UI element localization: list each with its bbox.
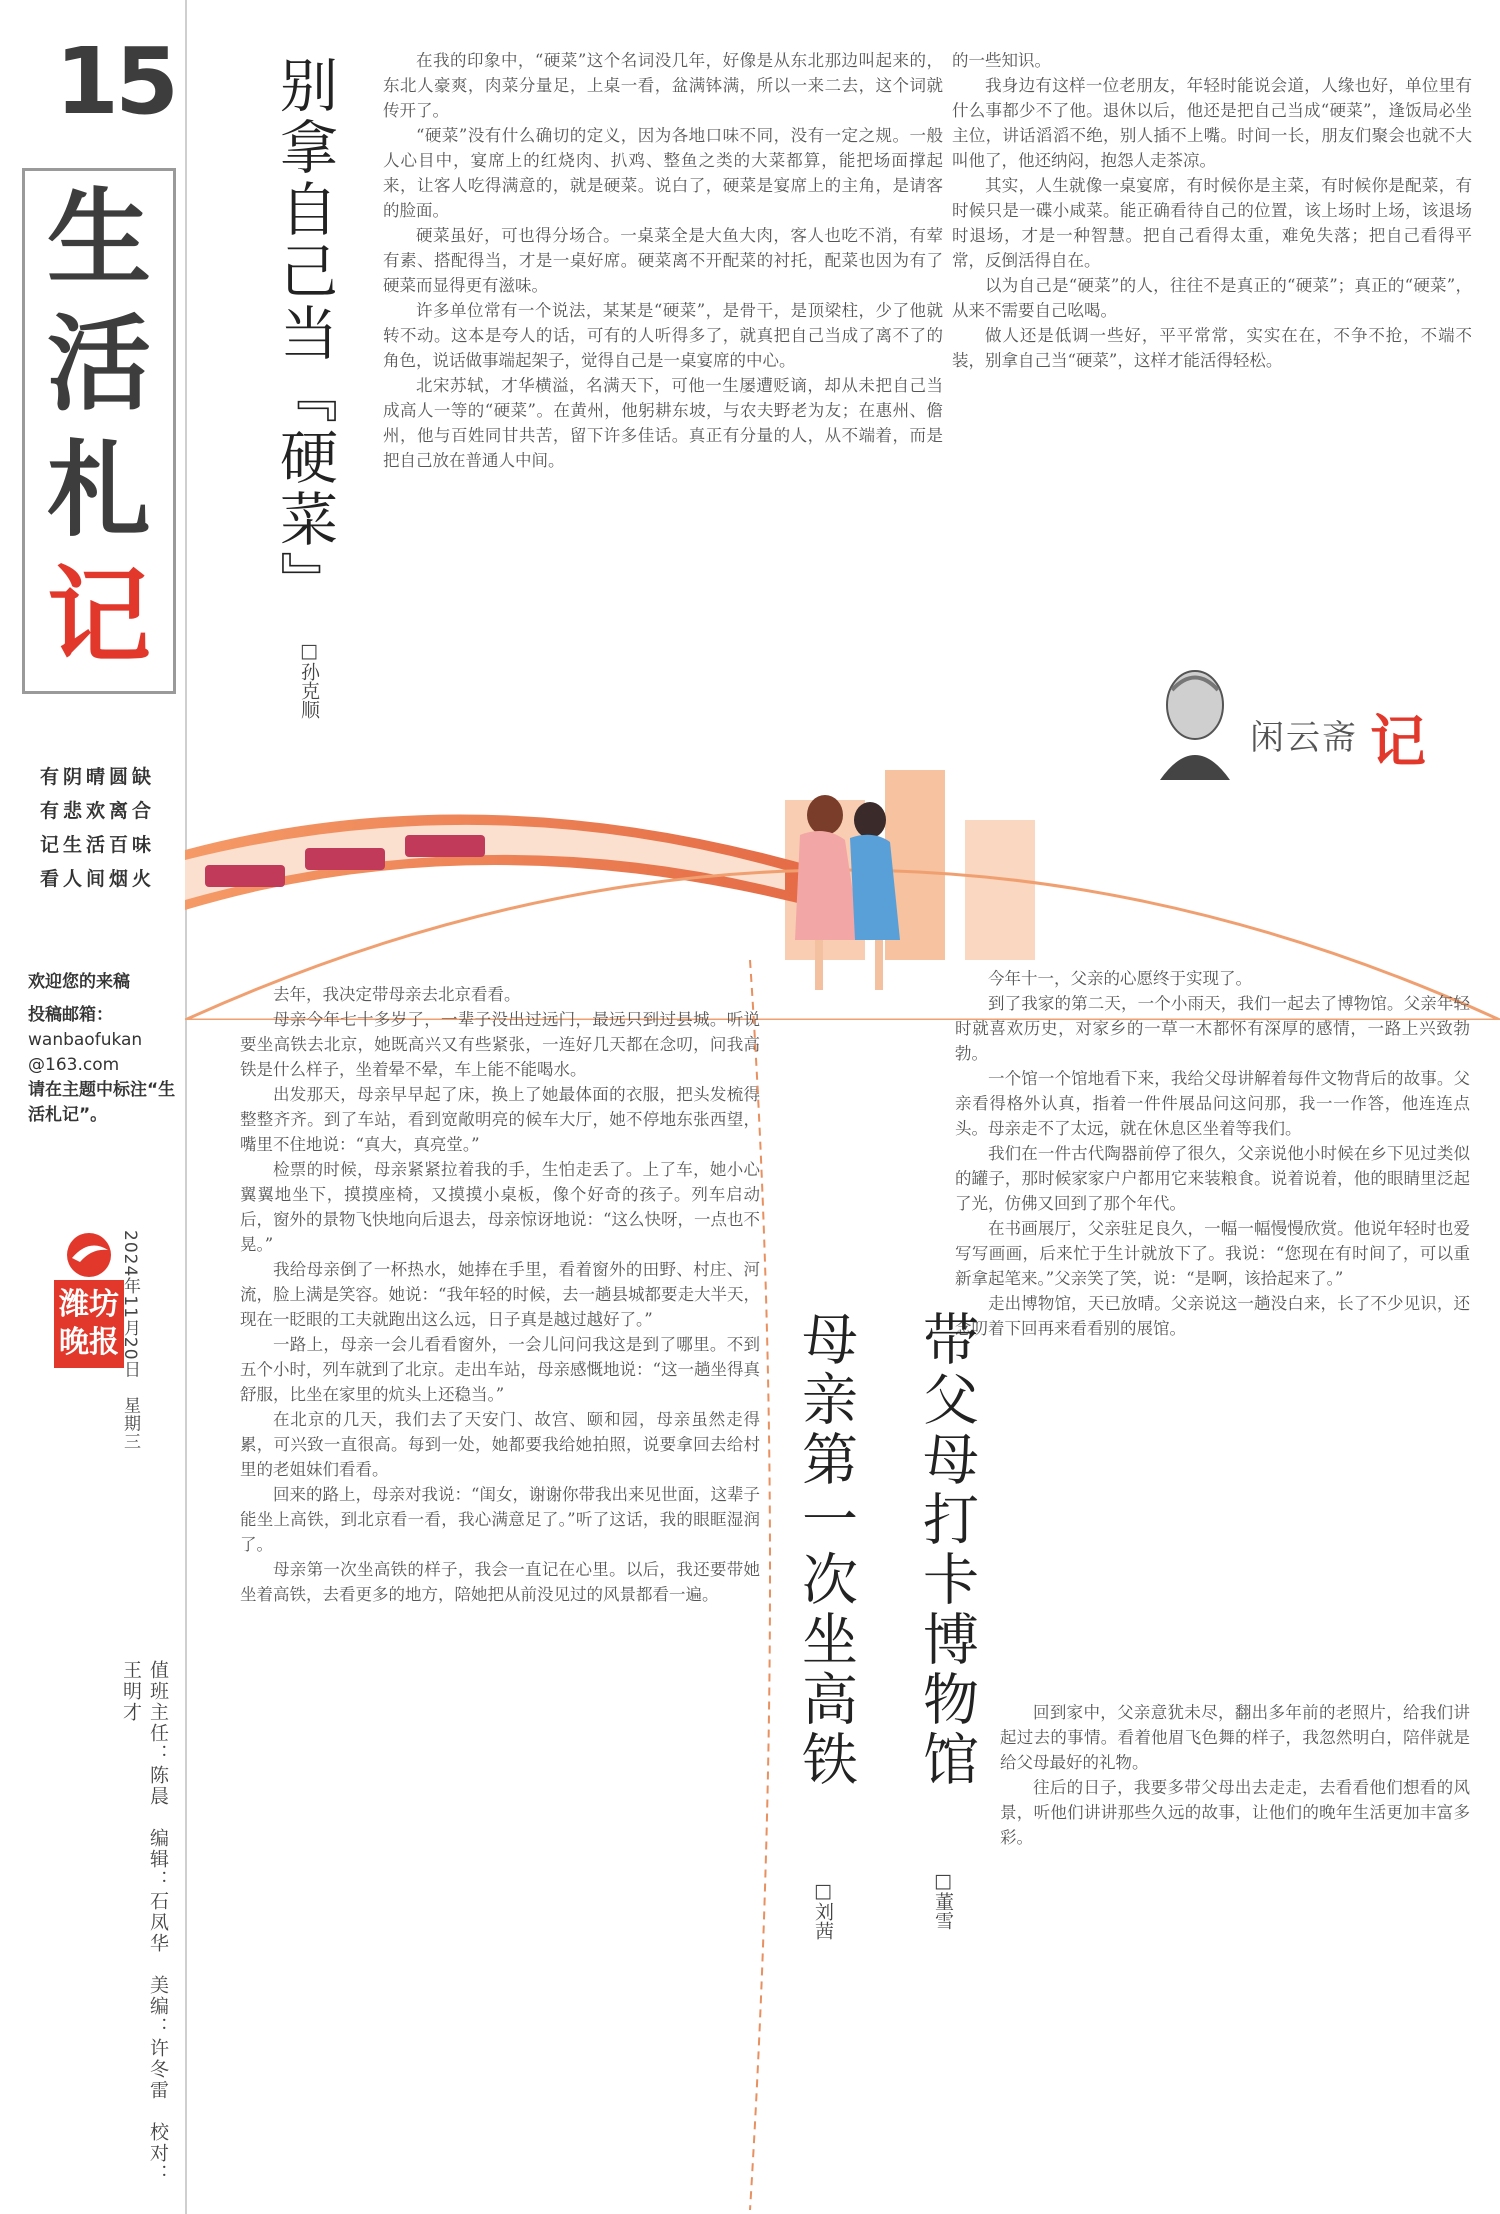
column-name-char: 札 [46, 429, 151, 551]
paragraph: 以为自己是“硬菜”的人，往往不是真正的“硬菜”；真正的“硬菜”，从来不需要自己吆喝。 [952, 276, 1472, 320]
brand-name-line: 晚报 [59, 1325, 119, 1360]
paragraph: 去年，我决定带母亲去北京看看。 [273, 985, 521, 1004]
article-title: 母亲第一次坐高铁 [793, 1310, 858, 1790]
train-window-shape [205, 865, 285, 887]
paragraph: 在我的印象中，“硬菜”这个名词没几年，好像是从东北那边叫起来的，东北人豪爽，肉菜分量足，上桌一看，盆满钵满，所以一来二去，这个词就传开了。 [383, 51, 943, 120]
paragraph: 检票的时候，母亲紧紧拉着我的手，生怕走丢了。上了车，她小心翼翼地坐下，摸摸座椅，又摸摸小桌板，像个好奇的孩子。列车启动后，窗外的景物飞快地向后退去，母亲惊讶地说：“这么快呀，一点也不晃。” [240, 1160, 760, 1254]
email-address-part: wanbaofukan [28, 1030, 143, 1050]
column-head-name: 闲云斋 [1250, 718, 1358, 758]
article-author: □孙克顺 [298, 640, 320, 719]
paragraph: 母亲今年七十多岁了，一辈子没出过远门，最远只到过县城。听说要坐高铁去北京，她既高兴又有些紧张，一连好几天都在念叨，问我高铁是什么样子，坐着晕不晕，车上能不能喝水。 [240, 1010, 760, 1079]
paragraph: 回到家中，父亲意犹未尽，翻出多年前的老照片，给我们讲起过去的事情。看着他眉飞色舞的样子，我忽然明白，陪伴就是给父母最好的礼物。 [1000, 1703, 1470, 1772]
column-head-badge [1150, 650, 1450, 790]
dashed-divider [740, 960, 800, 2210]
article-author: □刘茜 [812, 1880, 834, 1940]
paragraph: 的一些知识。 [952, 51, 1051, 70]
issue-date: 2024年11月20日 星期三 [120, 1230, 140, 1451]
article-title: 带父母打卡博物馆 [914, 1310, 979, 1790]
column-head-accent: 记 [1370, 710, 1426, 775]
motto-line: 有阴晴圆缺 [40, 766, 156, 788]
paragraph: 今年十一，父亲的心愿终于实现了。 [988, 969, 1252, 988]
paragraph: 走出博物馆，天已放晴。父亲说这一趟没白来，长了不少见识，还念叨着下回再来看看别的展馆。 [955, 1294, 1470, 1338]
article-body [383, 48, 943, 473]
paragraph: 许多单位常有一个说法，某某是“硬菜”，是骨干，是顶梁柱，少了他就转不动。这本是夸人的话，可有的人听得多了，就真把自己当成了离不了的角色，说话做事端起架子，觉得自己是一桌宴席的中心。 [383, 301, 943, 370]
article-body [240, 982, 760, 1607]
article-body [952, 48, 1472, 373]
train-window-shape [405, 835, 485, 857]
paragraph: 在北京的几天，我们去了天安门、故宫、颐和园，母亲虽然走得累，可兴致一直很高。每到一处，她都要我给她拍照，说要拿回去给村里的老姐妹们看看。 [240, 1410, 760, 1479]
staff-credits: 值班主任：陈晨 编辑：石凤华 美编：许冬雷 校对：王明才 [120, 1660, 169, 2185]
column-name-box [22, 168, 176, 694]
author-portrait-icon [1150, 660, 1240, 780]
motto-line: 有悲欢离合 [40, 800, 156, 822]
column-name-char: 记 [46, 555, 151, 677]
brand-logo-icon [54, 1230, 124, 1280]
paragraph: 硬菜虽好，可也得分场合。一桌菜全是大鱼大肉，客人也吃不消，有荤有素、搭配得当，才是一桌好席。硬菜离不开配菜的衬托，配菜也因为有了硬菜而显得更有滋味。 [383, 226, 943, 295]
paragraph: 我们在一件古代陶器前停了很久，父亲说他小时候在乡下见过类似的罐子，那时候家家户户都用它来装粮食。说着说着，他的眼睛里泛起了光，仿佛又回到了那个年代。 [955, 1144, 1470, 1213]
motto-line: 看人间烟火 [40, 868, 156, 890]
submit-welcome: 欢迎您的来稿 [28, 972, 130, 992]
paragraph: 做人还是低调一些好，平平常常，实实在在，不争不抢，不端不装，别拿自己当“硬菜”，这样才能活得轻松。 [952, 326, 1472, 370]
article-body [1000, 1700, 1470, 1850]
column-name-char: 活 [46, 303, 151, 425]
article-author: □董雪 [932, 1870, 954, 1930]
submit-note: 请在主题中标注“生活札记”。 [28, 1080, 176, 1125]
paragraph: 往后的日子，我要多带父母出去走走，去看看他们想看的风景，听他们讲讲那些久远的故事，让他们的晚年生活更加丰富多彩。 [1000, 1778, 1470, 1847]
paragraph: 出发那天，母亲早早起了床，换上了她最体面的衣服，把头发梳得整整齐齐。到了车站，看到宽敞明亮的候车大厅，她不停地东张西望，嘴里不住地说：“真大，真亮堂。” [240, 1085, 760, 1154]
paragraph: 北宋苏轼，才华横溢，名满天下，可他一生屡遭贬谪，却从未把自己当成高人一等的“硬菜”。在黄州，他躬耕东坡，与农夫野老为友；在惠州、儋州，他与百姓同甘共苦，留下许多佳话。真正有分量的人，从不端着，而是把自己放在普通人中间。 [383, 376, 943, 470]
paragraph: 我身边有这样一位老朋友，年轻时能说会道，人缘也好，单位里有什么事都少不了他。退休以后，他还是把自己当成“硬菜”，逢饭局必坐主位，讲话滔滔不绝，别人插不上嘴。时间一长，朋友们聚会也就不大叫他了，他还纳闷，抱怨人走茶凉。 [952, 76, 1472, 170]
paragraph: 到了我家的第二天，一个小雨天，我们一起去了博物馆。父亲年轻时就喜欢历史，对家乡的一草一木都怀有深厚的感情，一路上兴致勃勃。 [955, 994, 1470, 1063]
email-address-part: @163.com [28, 1055, 120, 1075]
article-title: 别拿自己当『硬菜』 [270, 55, 338, 613]
page-number: 15 [55, 28, 176, 135]
brand-name [54, 1280, 124, 1368]
building-shape [965, 820, 1035, 960]
submission-info [28, 970, 178, 1128]
paragraph: 母亲第一次坐高铁的样子，我会一直记在心里。以后，我还要带她坐着高铁，去看更多的地方，陪她把从前没见过的风景都看一遍。 [240, 1560, 760, 1604]
article-body [955, 966, 1470, 1341]
paragraph: 一个馆一个馆地看下来，我给父母讲解着每件文物背后的故事。父亲看得格外认真，指着一件件展品问这问那，我一一作答，他连连点头。母亲走不了太远，就在休息区坐着等我们。 [955, 1069, 1470, 1138]
column-name-char: 生 [46, 177, 151, 299]
email-label: 投稿邮箱： [28, 1005, 113, 1025]
column-motto [40, 760, 165, 896]
train-window-shape [305, 848, 385, 870]
brand-name-line: 潍坊 [59, 1287, 119, 1322]
motto-line: 记生活百味 [40, 834, 156, 856]
paragraph: 一路上，母亲一会儿看看窗外，一会儿问问我这是到了哪里。不到五个小时，列车就到了北京。走出车站，母亲感慨地说：“这一趟坐得真舒服，比坐在家里的炕头上还稳当。” [240, 1335, 760, 1404]
paragraph: 在书画展厅，父亲驻足良久，一幅一幅慢慢欣赏。他说年轻时也爱写写画画，后来忙于生计就放下了。我说：“您现在有时间了，可以重新拿起笔来。”父亲笑了笑，说：“是啊，该拾起来了。” [955, 1219, 1470, 1288]
paragraph: 其实，人生就像一桌宴席，有时候你是主菜，有时候你是配菜，有时候只是一碟小咸菜。能正确看待自己的位置，该上场时上场，该退场时退场，才是一种智慧。把自己看得太重，难免失落；把自己看得平常，反倒活得自在。 [952, 176, 1472, 270]
paragraph: 我给母亲倒了一杯热水，她捧在手里，看着窗外的田野、村庄、河流，脸上满是笑容。她说：“我年轻的时候，去一趟县城都要走大半天，现在一眨眼的工夫就跑出这么远，日子真是越过越好了。” [240, 1260, 760, 1329]
paragraph: “硬菜”没有什么确切的定义，因为各地口味不同，没有一定之规。一般人心目中，宴席上的红烧肉、扒鸡、整鱼之类的大菜都算，能把场面撑起来，让客人吃得满意的，就是硬菜。说白了，硬菜是宴席上的主角，是请客的脸面。 [383, 126, 943, 220]
paragraph: 回来的路上，母亲对我说：“闺女，谢谢你带我出来见世面，这辈子能坐上高铁，到北京看一看，我心满意足了。”听了这话，我的眼眶湿润了。 [240, 1485, 760, 1554]
